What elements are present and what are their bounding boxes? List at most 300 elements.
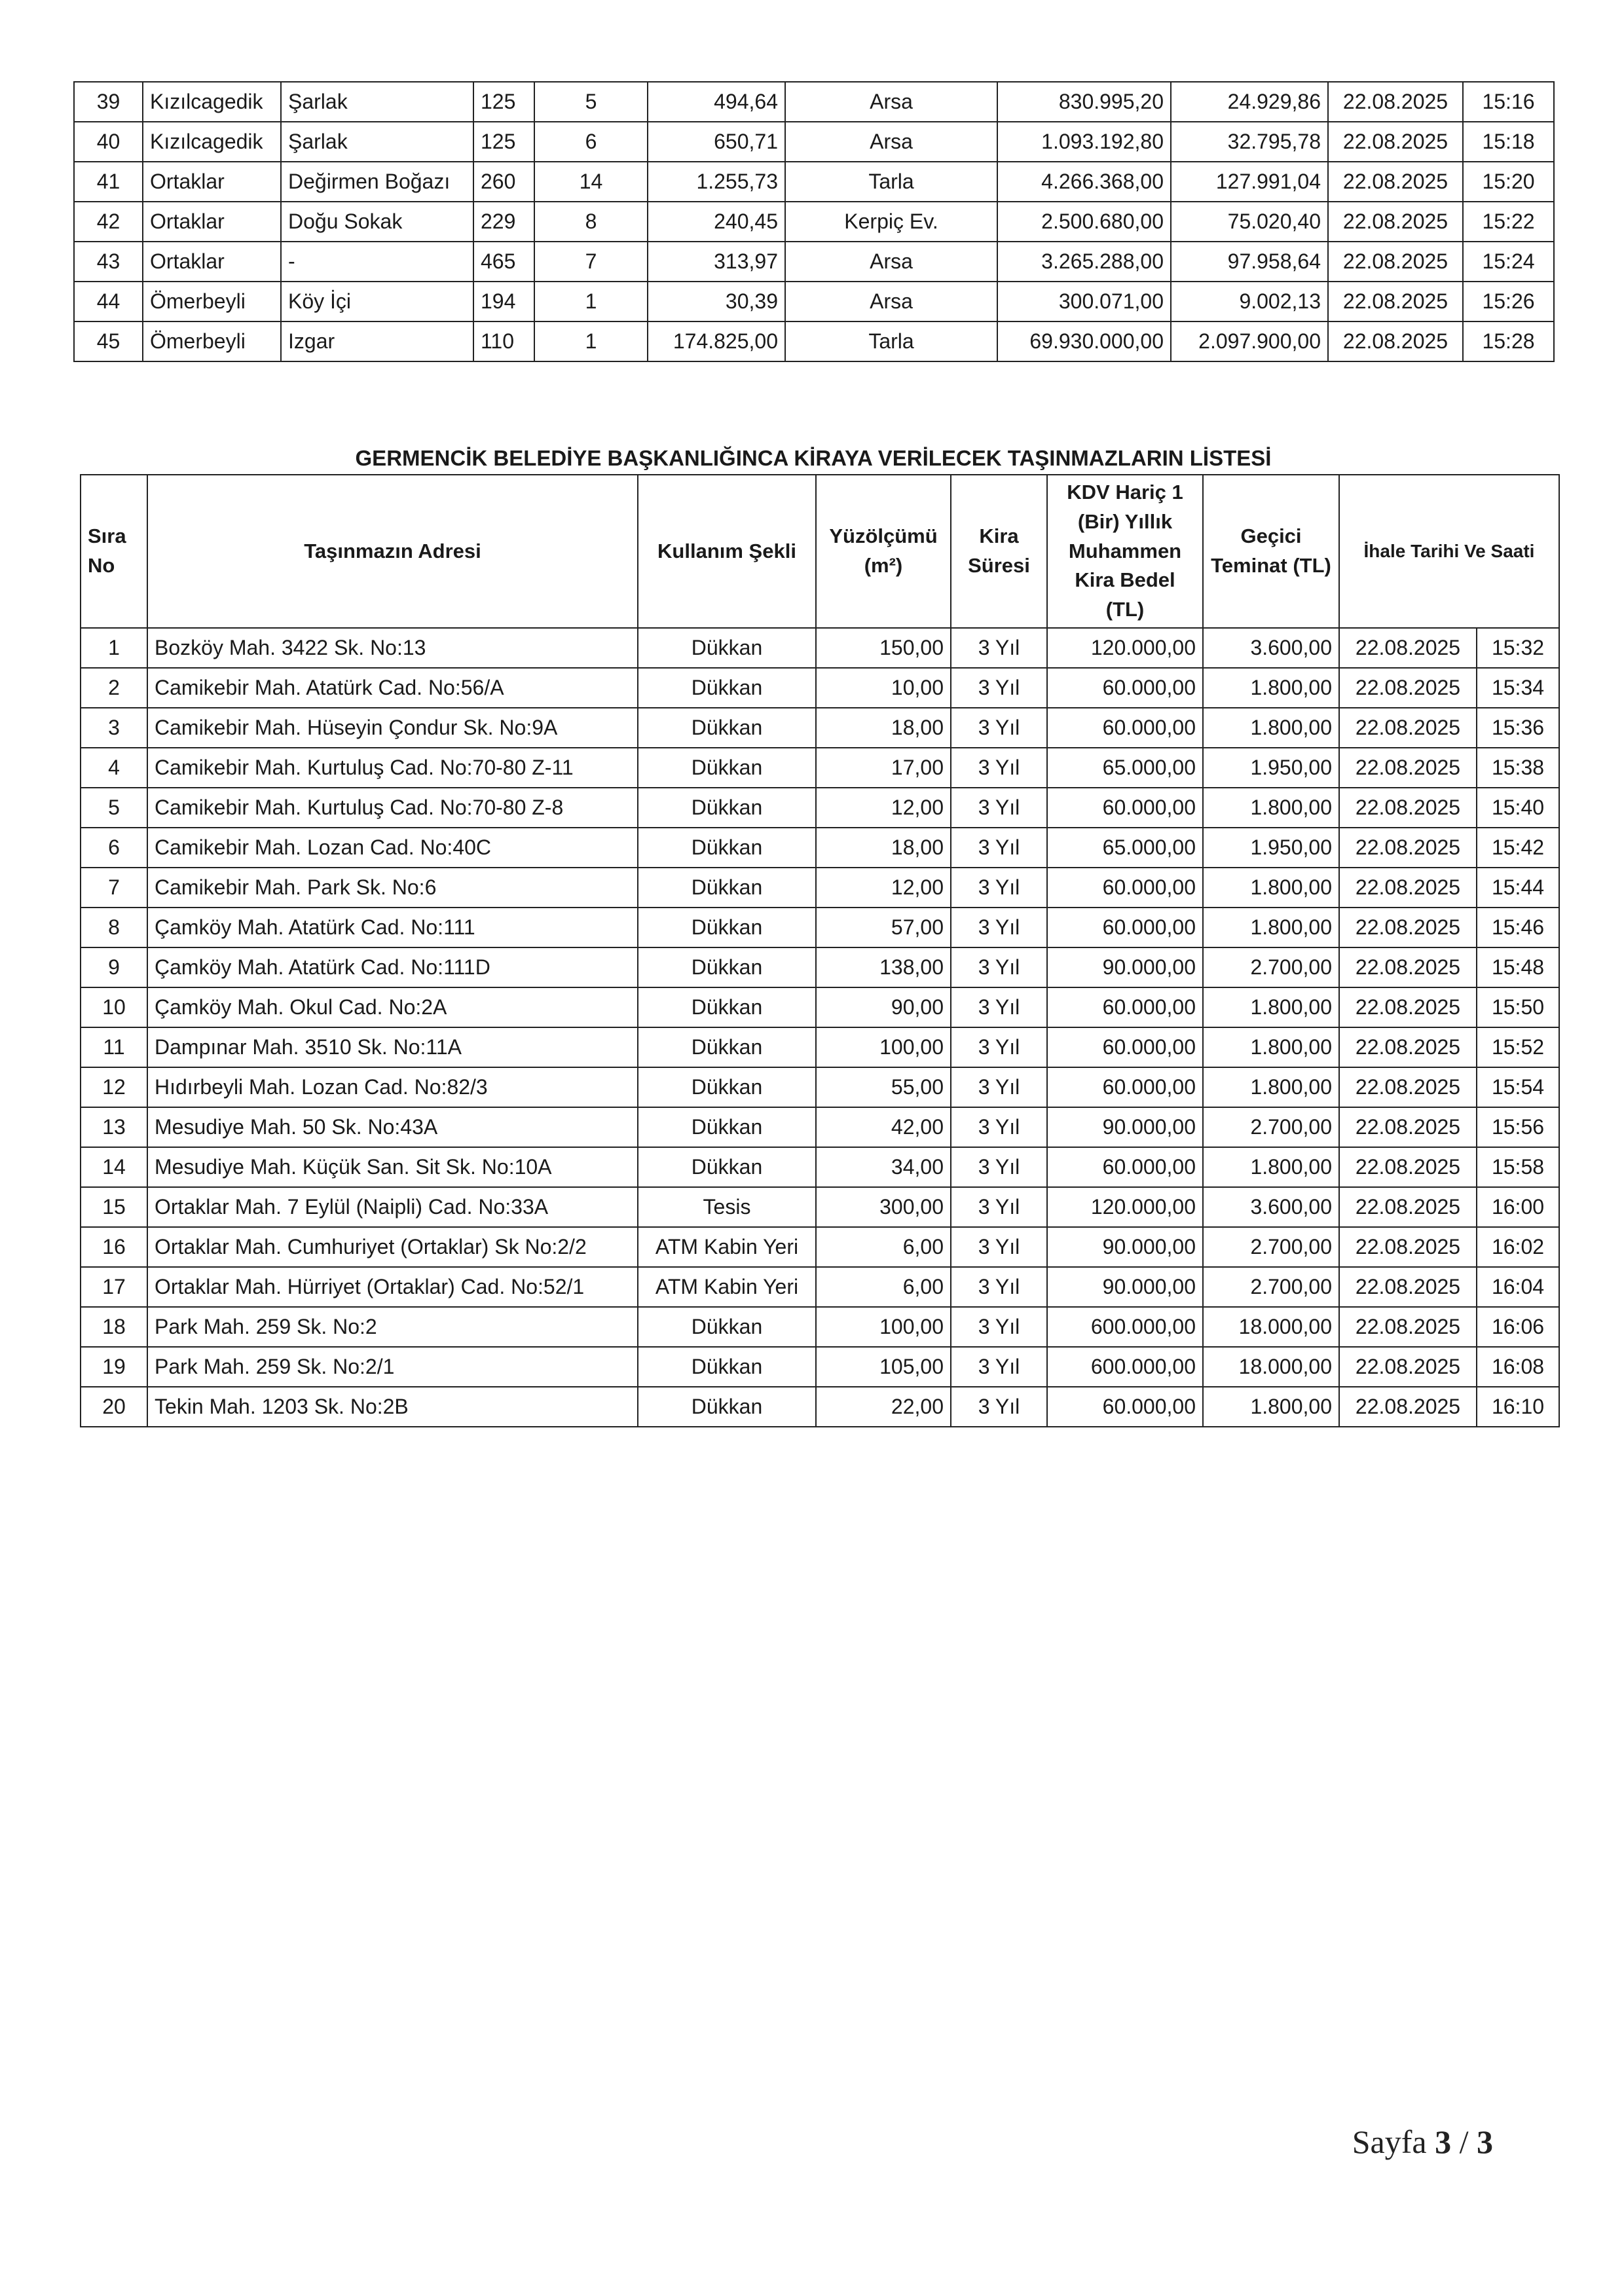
cell-parsel: 1 bbox=[534, 321, 648, 361]
cell-ihale-tarihi: 22.08.2025 bbox=[1339, 1387, 1477, 1427]
header-kullanim: Kullanım Şekli bbox=[638, 475, 816, 628]
cell-adres: Camikebir Mah. Kurtuluş Cad. No:70-80 Z-11 bbox=[147, 748, 638, 788]
cell-kira-suresi: 3 Yıl bbox=[951, 947, 1047, 987]
cell-teminat: 97.958,64 bbox=[1171, 242, 1328, 282]
cell-yuzolcumu: 12,00 bbox=[816, 868, 951, 908]
table-row bbox=[81, 668, 1559, 708]
cell-ihale-tarihi: 22.08.2025 bbox=[1328, 162, 1463, 202]
cell-nitelik: Tarla bbox=[785, 162, 997, 202]
cell-gecici-teminat: 18.000,00 bbox=[1203, 1307, 1339, 1347]
table-row bbox=[74, 282, 1554, 321]
table-row bbox=[81, 1307, 1559, 1347]
cell-adres: Hıdırbeyli Mah. Lozan Cad. No:82/3 bbox=[147, 1067, 638, 1107]
cell-alan: 313,97 bbox=[648, 242, 785, 282]
cell-ihale-saati: 15:48 bbox=[1477, 947, 1559, 987]
cell-adres: Ortaklar Mah. 7 Eylül (Naipli) Cad. No:33A bbox=[147, 1187, 638, 1227]
cell-sira-no: 14 bbox=[81, 1147, 147, 1187]
cell-adres: Camikebir Mah. Lozan Cad. No:40C bbox=[147, 828, 638, 868]
cell-mevki: Değirmen Boğazı bbox=[281, 162, 473, 202]
cell-bedel: 1.093.192,80 bbox=[997, 122, 1171, 162]
cell-kullanim: Dükkan bbox=[638, 987, 816, 1027]
cell-parsel: 5 bbox=[534, 82, 648, 122]
cell-sira-no: 3 bbox=[81, 708, 147, 748]
cell-ada: 125 bbox=[473, 82, 534, 122]
cell-kira-bedel: 60.000,00 bbox=[1047, 1067, 1203, 1107]
cell-ihale-saati: 16:00 bbox=[1477, 1187, 1559, 1227]
cell-sira-no: 19 bbox=[81, 1347, 147, 1387]
cell-ihale-saati: 15:22 bbox=[1463, 202, 1554, 242]
cell-kira-suresi: 3 Yıl bbox=[951, 1027, 1047, 1067]
cell-gecici-teminat: 1.800,00 bbox=[1203, 1147, 1339, 1187]
cell-adres: Çamköy Mah. Atatürk Cad. No:111 bbox=[147, 908, 638, 947]
cell-sira-no: 15 bbox=[81, 1187, 147, 1227]
table-row bbox=[81, 1347, 1559, 1387]
cell-sira-no: 41 bbox=[74, 162, 143, 202]
cell-yuzolcumu: 18,00 bbox=[816, 828, 951, 868]
cell-adres: Camikebir Mah. Hüseyin Çondur Sk. No:9A bbox=[147, 708, 638, 748]
cell-yuzolcumu: 34,00 bbox=[816, 1147, 951, 1187]
rent-list-title: GERMENCİK BELEDİYE BAŞKANLIĞINCA KİRAYA VERİLECEK TAŞINMAZLARIN LİSTESİ bbox=[355, 446, 1272, 470]
cell-ihale-saati: 16:04 bbox=[1477, 1267, 1559, 1307]
cell-kira-suresi: 3 Yıl bbox=[951, 668, 1047, 708]
cell-adres: Ortaklar Mah. Cumhuriyet (Ortaklar) Sk No:2/2 bbox=[147, 1227, 638, 1267]
cell-ihale-tarihi: 22.08.2025 bbox=[1339, 668, 1477, 708]
cell-mahalle: Ömerbeyli bbox=[143, 282, 281, 321]
cell-yuzolcumu: 6,00 bbox=[816, 1227, 951, 1267]
cell-bedel: 69.930.000,00 bbox=[997, 321, 1171, 361]
cell-gecici-teminat: 3.600,00 bbox=[1203, 1187, 1339, 1227]
page-total: 3 bbox=[1477, 2123, 1493, 2160]
cell-kira-suresi: 3 Yıl bbox=[951, 628, 1047, 668]
cell-ihale-saati: 16:10 bbox=[1477, 1387, 1559, 1427]
cell-ada: 229 bbox=[473, 202, 534, 242]
cell-ihale-tarihi: 22.08.2025 bbox=[1339, 1307, 1477, 1347]
table-row bbox=[81, 628, 1559, 668]
cell-mevki: Şarlak bbox=[281, 82, 473, 122]
cell-sira-no: 20 bbox=[81, 1387, 147, 1427]
table-row bbox=[81, 1227, 1559, 1267]
cell-gecici-teminat: 1.800,00 bbox=[1203, 1067, 1339, 1107]
cell-ihale-saati: 15:28 bbox=[1463, 321, 1554, 361]
cell-kira-bedel: 60.000,00 bbox=[1047, 868, 1203, 908]
cell-alan: 1.255,73 bbox=[648, 162, 785, 202]
table-row bbox=[81, 1387, 1559, 1427]
cell-ihale-tarihi: 22.08.2025 bbox=[1339, 788, 1477, 828]
cell-sira-no: 5 bbox=[81, 788, 147, 828]
cell-sira-no: 45 bbox=[74, 321, 143, 361]
cell-teminat: 24.929,86 bbox=[1171, 82, 1328, 122]
cell-ihale-tarihi: 22.08.2025 bbox=[1339, 1187, 1477, 1227]
cell-adres: Camikebir Mah. Kurtuluş Cad. No:70-80 Z-8 bbox=[147, 788, 638, 828]
cell-nitelik: Tarla bbox=[785, 321, 997, 361]
cell-ihale-saati: 15:46 bbox=[1477, 908, 1559, 947]
cell-gecici-teminat: 2.700,00 bbox=[1203, 1227, 1339, 1267]
cell-ihale-tarihi: 22.08.2025 bbox=[1339, 908, 1477, 947]
cell-kira-bedel: 60.000,00 bbox=[1047, 668, 1203, 708]
cell-mahalle: Ortaklar bbox=[143, 162, 281, 202]
cell-mevki: Şarlak bbox=[281, 122, 473, 162]
cell-sira-no: 12 bbox=[81, 1067, 147, 1107]
cell-kira-bedel: 600.000,00 bbox=[1047, 1347, 1203, 1387]
cell-mevki: Doğu Sokak bbox=[281, 202, 473, 242]
cell-bedel: 4.266.368,00 bbox=[997, 162, 1171, 202]
table-row bbox=[74, 122, 1554, 162]
header-ihale-tarihi: İhale Tarihi Ve Saati bbox=[1339, 475, 1559, 628]
cell-ihale-tarihi: 22.08.2025 bbox=[1339, 1267, 1477, 1307]
cell-ihale-saati: 15:44 bbox=[1477, 868, 1559, 908]
cell-teminat: 9.002,13 bbox=[1171, 282, 1328, 321]
cell-kullanim: Dükkan bbox=[638, 1067, 816, 1107]
cell-ihale-tarihi: 22.08.2025 bbox=[1339, 748, 1477, 788]
cell-sira-no: 42 bbox=[74, 202, 143, 242]
header-sira-no: Sıra No bbox=[81, 475, 147, 628]
page-label: Sayfa bbox=[1352, 2123, 1427, 2160]
cell-ihale-tarihi: 22.08.2025 bbox=[1339, 1347, 1477, 1387]
cell-kullanim: Dükkan bbox=[638, 788, 816, 828]
cell-ihale-saati: 15:54 bbox=[1477, 1067, 1559, 1107]
cell-parsel: 1 bbox=[534, 282, 648, 321]
cell-kira-suresi: 3 Yıl bbox=[951, 1227, 1047, 1267]
cell-adres: Dampınar Mah. 3510 Sk. No:11A bbox=[147, 1027, 638, 1067]
cell-sira-no: 7 bbox=[81, 868, 147, 908]
rent-table-header-row bbox=[81, 475, 1559, 628]
cell-kira-suresi: 3 Yıl bbox=[951, 1067, 1047, 1107]
cell-gecici-teminat: 2.700,00 bbox=[1203, 1107, 1339, 1147]
cell-nitelik: Arsa bbox=[785, 122, 997, 162]
table-row bbox=[81, 947, 1559, 987]
cell-kira-bedel: 65.000,00 bbox=[1047, 748, 1203, 788]
cell-kullanim: Dükkan bbox=[638, 908, 816, 947]
cell-gecici-teminat: 1.800,00 bbox=[1203, 1387, 1339, 1427]
header-kira-bedel: KDV Hariç 1 (Bir) Yıllık Muhammen Kira Bedel (TL) bbox=[1047, 475, 1203, 628]
cell-sira-no: 6 bbox=[81, 828, 147, 868]
cell-kira-bedel: 600.000,00 bbox=[1047, 1307, 1203, 1347]
cell-kullanim: Dükkan bbox=[638, 1347, 816, 1387]
cell-yuzolcumu: 57,00 bbox=[816, 908, 951, 947]
cell-gecici-teminat: 18.000,00 bbox=[1203, 1347, 1339, 1387]
cell-yuzolcumu: 10,00 bbox=[816, 668, 951, 708]
cell-yuzolcumu: 22,00 bbox=[816, 1387, 951, 1427]
cell-kullanim: Dükkan bbox=[638, 708, 816, 748]
table-row bbox=[81, 828, 1559, 868]
cell-kira-bedel: 65.000,00 bbox=[1047, 828, 1203, 868]
cell-adres: Camikebir Mah. Park Sk. No:6 bbox=[147, 868, 638, 908]
cell-sira-no: 9 bbox=[81, 947, 147, 987]
cell-kullanim: Dükkan bbox=[638, 748, 816, 788]
cell-ihale-tarihi: 22.08.2025 bbox=[1339, 987, 1477, 1027]
cell-alan: 494,64 bbox=[648, 82, 785, 122]
cell-kira-bedel: 60.000,00 bbox=[1047, 708, 1203, 748]
cell-kullanim: Dükkan bbox=[638, 868, 816, 908]
cell-yuzolcumu: 6,00 bbox=[816, 1267, 951, 1307]
cell-sira-no: 16 bbox=[81, 1227, 147, 1267]
cell-yuzolcumu: 105,00 bbox=[816, 1347, 951, 1387]
cell-kira-suresi: 3 Yıl bbox=[951, 868, 1047, 908]
cell-kira-suresi: 3 Yıl bbox=[951, 987, 1047, 1027]
cell-adres: Çamköy Mah. Okul Cad. No:2A bbox=[147, 987, 638, 1027]
cell-sira-no: 17 bbox=[81, 1267, 147, 1307]
cell-kira-bedel: 60.000,00 bbox=[1047, 1387, 1203, 1427]
cell-mahalle: Ortaklar bbox=[143, 202, 281, 242]
cell-mahalle: Kızılcagedik bbox=[143, 82, 281, 122]
cell-alan: 174.825,00 bbox=[648, 321, 785, 361]
cell-adres: Bozköy Mah. 3422 Sk. No:13 bbox=[147, 628, 638, 668]
cell-yuzolcumu: 300,00 bbox=[816, 1187, 951, 1227]
cell-gecici-teminat: 1.800,00 bbox=[1203, 668, 1339, 708]
cell-ihale-tarihi: 22.08.2025 bbox=[1328, 202, 1463, 242]
table-row bbox=[81, 708, 1559, 748]
page-current: 3 bbox=[1435, 2123, 1452, 2160]
cell-ada: 260 bbox=[473, 162, 534, 202]
table-row bbox=[74, 242, 1554, 282]
cell-mevki: Köy İçi bbox=[281, 282, 473, 321]
cell-bedel: 2.500.680,00 bbox=[997, 202, 1171, 242]
cell-adres: Camikebir Mah. Atatürk Cad. No:56/A bbox=[147, 668, 638, 708]
cell-ihale-tarihi: 22.08.2025 bbox=[1328, 242, 1463, 282]
cell-alan: 30,39 bbox=[648, 282, 785, 321]
cell-ihale-tarihi: 22.08.2025 bbox=[1328, 82, 1463, 122]
cell-yuzolcumu: 90,00 bbox=[816, 987, 951, 1027]
cell-gecici-teminat: 1.800,00 bbox=[1203, 1027, 1339, 1067]
cell-ada: 194 bbox=[473, 282, 534, 321]
cell-kullanim: Dükkan bbox=[638, 828, 816, 868]
cell-kira-bedel: 60.000,00 bbox=[1047, 788, 1203, 828]
table-row bbox=[81, 1107, 1559, 1147]
cell-nitelik: Kerpiç Ev. bbox=[785, 202, 997, 242]
cell-kira-bedel: 60.000,00 bbox=[1047, 1027, 1203, 1067]
cell-kullanim: Dükkan bbox=[638, 628, 816, 668]
cell-kira-suresi: 3 Yıl bbox=[951, 1267, 1047, 1307]
cell-yuzolcumu: 100,00 bbox=[816, 1307, 951, 1347]
cell-ihale-tarihi: 22.08.2025 bbox=[1328, 321, 1463, 361]
table-row bbox=[81, 788, 1559, 828]
cell-kullanim: Tesis bbox=[638, 1187, 816, 1227]
cell-kira-bedel: 90.000,00 bbox=[1047, 1267, 1203, 1307]
table-row bbox=[74, 321, 1554, 361]
rent-table bbox=[80, 474, 1560, 1427]
cell-ihale-saati: 15:56 bbox=[1477, 1107, 1559, 1147]
cell-adres: Tekin Mah. 1203 Sk. No:2B bbox=[147, 1387, 638, 1427]
cell-ihale-tarihi: 22.08.2025 bbox=[1339, 947, 1477, 987]
cell-kira-suresi: 3 Yıl bbox=[951, 1347, 1047, 1387]
cell-sira-no: 10 bbox=[81, 987, 147, 1027]
cell-kullanim: Dükkan bbox=[638, 947, 816, 987]
cell-parsel: 14 bbox=[534, 162, 648, 202]
cell-sira-no: 44 bbox=[74, 282, 143, 321]
cell-ihale-tarihi: 22.08.2025 bbox=[1339, 868, 1477, 908]
cell-ihale-saati: 15:52 bbox=[1477, 1027, 1559, 1067]
table-row bbox=[81, 868, 1559, 908]
cell-bedel: 300.071,00 bbox=[997, 282, 1171, 321]
cell-kullanim: Dükkan bbox=[638, 668, 816, 708]
cell-gecici-teminat: 2.700,00 bbox=[1203, 1267, 1339, 1307]
cell-kira-bedel: 120.000,00 bbox=[1047, 1187, 1203, 1227]
cell-ada: 465 bbox=[473, 242, 534, 282]
cell-ihale-saati: 15:16 bbox=[1463, 82, 1554, 122]
cell-kullanim: Dükkan bbox=[638, 1027, 816, 1067]
header-gecici-teminat: Geçici Teminat (TL) bbox=[1203, 475, 1339, 628]
cell-sira-no: 1 bbox=[81, 628, 147, 668]
cell-alan: 650,71 bbox=[648, 122, 785, 162]
cell-ihale-tarihi: 22.08.2025 bbox=[1328, 282, 1463, 321]
header-yuzolcumu: Yüzölçümü (m²) bbox=[816, 475, 951, 628]
cell-bedel: 830.995,20 bbox=[997, 82, 1171, 122]
cell-adres: Mesudiye Mah. 50 Sk. No:43A bbox=[147, 1107, 638, 1147]
table-row bbox=[74, 82, 1554, 122]
cell-sira-no: 39 bbox=[74, 82, 143, 122]
cell-kira-bedel: 120.000,00 bbox=[1047, 628, 1203, 668]
cell-sira-no: 40 bbox=[74, 122, 143, 162]
cell-yuzolcumu: 100,00 bbox=[816, 1027, 951, 1067]
cell-adres: Park Mah. 259 Sk. No:2/1 bbox=[147, 1347, 638, 1387]
cell-kira-bedel: 90.000,00 bbox=[1047, 947, 1203, 987]
cell-ihale-saati: 15:26 bbox=[1463, 282, 1554, 321]
table-row bbox=[74, 202, 1554, 242]
cell-mahalle: Ortaklar bbox=[143, 242, 281, 282]
sale-table-body bbox=[74, 82, 1554, 361]
cell-gecici-teminat: 1.800,00 bbox=[1203, 987, 1339, 1027]
cell-adres: Park Mah. 259 Sk. No:2 bbox=[147, 1307, 638, 1347]
cell-kira-bedel: 90.000,00 bbox=[1047, 1107, 1203, 1147]
cell-ihale-saati: 16:08 bbox=[1477, 1347, 1559, 1387]
cell-adres: Mesudiye Mah. Küçük San. Sit Sk. No:10A bbox=[147, 1147, 638, 1187]
cell-yuzolcumu: 18,00 bbox=[816, 708, 951, 748]
cell-ihale-tarihi: 22.08.2025 bbox=[1328, 122, 1463, 162]
cell-mevki: - bbox=[281, 242, 473, 282]
cell-ihale-tarihi: 22.08.2025 bbox=[1339, 1027, 1477, 1067]
cell-yuzolcumu: 42,00 bbox=[816, 1107, 951, 1147]
cell-sira-no: 13 bbox=[81, 1107, 147, 1147]
cell-yuzolcumu: 138,00 bbox=[816, 947, 951, 987]
cell-ihale-saati: 15:34 bbox=[1477, 668, 1559, 708]
cell-sira-no: 18 bbox=[81, 1307, 147, 1347]
cell-gecici-teminat: 1.800,00 bbox=[1203, 868, 1339, 908]
cell-sira-no: 2 bbox=[81, 668, 147, 708]
cell-ihale-tarihi: 22.08.2025 bbox=[1339, 828, 1477, 868]
cell-ihale-tarihi: 22.08.2025 bbox=[1339, 1227, 1477, 1267]
cell-ihale-saati: 16:02 bbox=[1477, 1227, 1559, 1267]
cell-kira-suresi: 3 Yıl bbox=[951, 1147, 1047, 1187]
cell-kullanim: Dükkan bbox=[638, 1147, 816, 1187]
sale-table bbox=[73, 81, 1555, 362]
cell-kira-suresi: 3 Yıl bbox=[951, 708, 1047, 748]
page-number bbox=[1352, 2123, 1493, 2161]
cell-parsel: 6 bbox=[534, 122, 648, 162]
cell-teminat: 2.097.900,00 bbox=[1171, 321, 1328, 361]
cell-kullanim: ATM Kabin Yeri bbox=[638, 1267, 816, 1307]
cell-teminat: 32.795,78 bbox=[1171, 122, 1328, 162]
cell-yuzolcumu: 12,00 bbox=[816, 788, 951, 828]
table-row bbox=[81, 1027, 1559, 1067]
cell-nitelik: Arsa bbox=[785, 282, 997, 321]
cell-kira-bedel: 60.000,00 bbox=[1047, 1147, 1203, 1187]
table-row bbox=[81, 1067, 1559, 1107]
cell-kira-suresi: 3 Yıl bbox=[951, 788, 1047, 828]
cell-nitelik: Arsa bbox=[785, 82, 997, 122]
cell-ihale-saati: 15:58 bbox=[1477, 1147, 1559, 1187]
cell-kira-suresi: 3 Yıl bbox=[951, 1107, 1047, 1147]
cell-sira-no: 43 bbox=[74, 242, 143, 282]
cell-kira-bedel: 60.000,00 bbox=[1047, 908, 1203, 947]
cell-mahalle: Ömerbeyli bbox=[143, 321, 281, 361]
cell-kullanim: ATM Kabin Yeri bbox=[638, 1227, 816, 1267]
cell-ihale-saati: 15:36 bbox=[1477, 708, 1559, 748]
cell-ihale-saati: 15:20 bbox=[1463, 162, 1554, 202]
cell-ihale-tarihi: 22.08.2025 bbox=[1339, 1107, 1477, 1147]
cell-ada: 125 bbox=[473, 122, 534, 162]
cell-kira-bedel: 60.000,00 bbox=[1047, 987, 1203, 1027]
cell-ihale-saati: 15:32 bbox=[1477, 628, 1559, 668]
cell-ihale-saati: 15:24 bbox=[1463, 242, 1554, 282]
page-separator: / bbox=[1459, 2123, 1469, 2160]
cell-sira-no: 4 bbox=[81, 748, 147, 788]
cell-gecici-teminat: 2.700,00 bbox=[1203, 947, 1339, 987]
cell-yuzolcumu: 17,00 bbox=[816, 748, 951, 788]
cell-yuzolcumu: 150,00 bbox=[816, 628, 951, 668]
cell-kullanim: Dükkan bbox=[638, 1387, 816, 1427]
cell-ihale-tarihi: 22.08.2025 bbox=[1339, 1147, 1477, 1187]
rent-table-body bbox=[81, 628, 1559, 1427]
cell-kira-bedel: 90.000,00 bbox=[1047, 1227, 1203, 1267]
table-row bbox=[81, 748, 1559, 788]
cell-teminat: 75.020,40 bbox=[1171, 202, 1328, 242]
cell-kira-suresi: 3 Yıl bbox=[951, 1387, 1047, 1427]
cell-ihale-saati: 15:18 bbox=[1463, 122, 1554, 162]
table-row bbox=[81, 1267, 1559, 1307]
cell-nitelik: Arsa bbox=[785, 242, 997, 282]
header-kira-suresi: Kira Süresi bbox=[951, 475, 1047, 628]
header-adres: Taşınmazın Adresi bbox=[147, 475, 638, 628]
cell-sira-no: 11 bbox=[81, 1027, 147, 1067]
cell-sira-no: 8 bbox=[81, 908, 147, 947]
cell-adres: Ortaklar Mah. Hürriyet (Ortaklar) Cad. No:52/1 bbox=[147, 1267, 638, 1307]
cell-parsel: 8 bbox=[534, 202, 648, 242]
table-row bbox=[74, 162, 1554, 202]
cell-ihale-saati: 16:06 bbox=[1477, 1307, 1559, 1347]
cell-gecici-teminat: 1.950,00 bbox=[1203, 748, 1339, 788]
cell-kira-suresi: 3 Yıl bbox=[951, 908, 1047, 947]
cell-parsel: 7 bbox=[534, 242, 648, 282]
table-row bbox=[81, 1187, 1559, 1227]
cell-kira-suresi: 3 Yıl bbox=[951, 1187, 1047, 1227]
cell-ihale-saati: 15:42 bbox=[1477, 828, 1559, 868]
table-row bbox=[81, 987, 1559, 1027]
cell-ihale-tarihi: 22.08.2025 bbox=[1339, 708, 1477, 748]
table-row bbox=[81, 908, 1559, 947]
cell-gecici-teminat: 1.950,00 bbox=[1203, 828, 1339, 868]
cell-mevki: Izgar bbox=[281, 321, 473, 361]
cell-kira-suresi: 3 Yıl bbox=[951, 1307, 1047, 1347]
cell-ihale-tarihi: 22.08.2025 bbox=[1339, 1067, 1477, 1107]
cell-kira-suresi: 3 Yıl bbox=[951, 748, 1047, 788]
cell-ihale-saati: 15:38 bbox=[1477, 748, 1559, 788]
cell-kira-suresi: 3 Yıl bbox=[951, 828, 1047, 868]
cell-kullanim: Dükkan bbox=[638, 1107, 816, 1147]
cell-teminat: 127.991,04 bbox=[1171, 162, 1328, 202]
cell-ada: 110 bbox=[473, 321, 534, 361]
cell-mahalle: Kızılcagedik bbox=[143, 122, 281, 162]
cell-gecici-teminat: 3.600,00 bbox=[1203, 628, 1339, 668]
cell-bedel: 3.265.288,00 bbox=[997, 242, 1171, 282]
cell-alan: 240,45 bbox=[648, 202, 785, 242]
cell-gecici-teminat: 1.800,00 bbox=[1203, 708, 1339, 748]
cell-ihale-tarihi: 22.08.2025 bbox=[1339, 628, 1477, 668]
cell-gecici-teminat: 1.800,00 bbox=[1203, 788, 1339, 828]
cell-yuzolcumu: 55,00 bbox=[816, 1067, 951, 1107]
cell-kullanim: Dükkan bbox=[638, 1307, 816, 1347]
cell-adres: Çamköy Mah. Atatürk Cad. No:111D bbox=[147, 947, 638, 987]
cell-gecici-teminat: 1.800,00 bbox=[1203, 908, 1339, 947]
